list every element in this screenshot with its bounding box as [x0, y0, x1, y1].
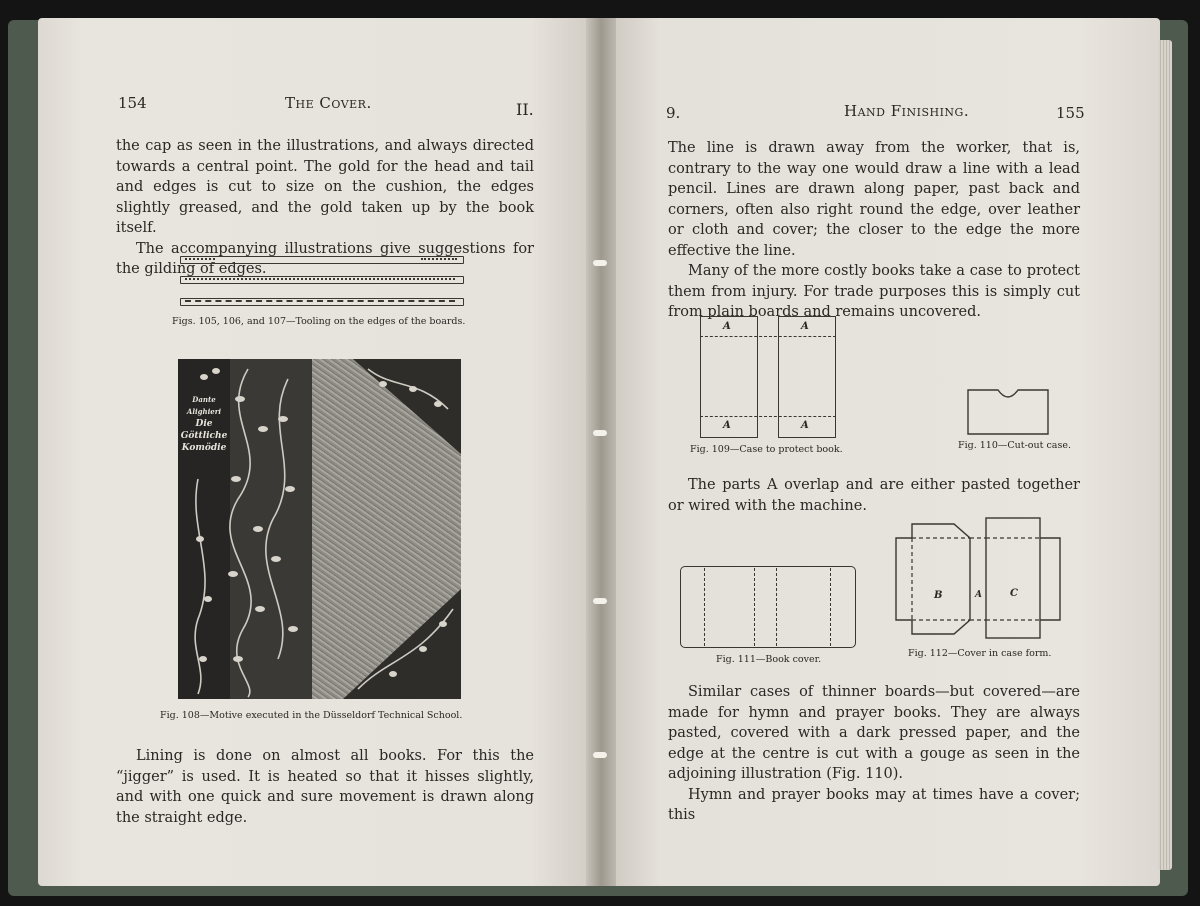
left-paragraph-1: the cap as seen in the illustrations, and always directed towards a central point. The gold for the head and tail and edges is cut to size on the cushion, the edges slightly greased, and the gold taken up by the book itself. [116, 138, 534, 236]
tooling-bead [185, 258, 215, 263]
left-paragraph-3: Lining is done on almost all books. For this the “jigger” is used. It is heated so that it hisses slightly, and with one quick and sure movement is drawn along the straight edge. [116, 748, 534, 826]
tooling-bead [185, 300, 455, 305]
caption-fig112: Fig. 112—Cover in case form. [908, 648, 1052, 659]
fig112-label-a: A [975, 590, 982, 600]
fig112-case-form-diagram [894, 516, 1064, 641]
fig112-label-c: C [1010, 588, 1018, 599]
caption-tooling: Figs. 105, 106, and 107—Tooling on the edges of the boards. [172, 316, 466, 327]
fig111-fold-line [776, 568, 777, 646]
right-paragraph-3: The parts A overlap and are either pasted together or wired with the machine. [668, 477, 1080, 514]
left-page [38, 18, 598, 886]
right-paragraph-1: The line is drawn away from the worker, that is, contrary to the way one would draw a line with a lead pencil. Lines are drawn along paper, past back and corners, often also right round the edge, over leather or cloth and cover; the closer to the edge the more effective the line. [668, 140, 1080, 259]
spine-label-line: Die [195, 419, 213, 429]
right-paragraph-2: Many of the more costly books take a case to protect them from injury. For trade purposes this is simply cut from plain boards and remains uncovered. [668, 263, 1080, 320]
caption-fig109: Fig. 109—Case to protect book. [690, 444, 843, 455]
binding-stitch [593, 598, 607, 604]
tooling-bead [421, 258, 457, 263]
caption-plate: Fig. 108—Motive executed in the Düsseldorf Technical School. [160, 710, 463, 721]
running-title-left: The Cover. [285, 94, 372, 112]
fig109-label-a: A [723, 321, 731, 332]
fig112-label-b: B [934, 590, 943, 601]
binding-stitch [593, 752, 607, 758]
fig109-fold-line-bottom [700, 416, 836, 417]
binding-plate-image [178, 359, 461, 699]
tooling-rule-105 [180, 256, 464, 264]
fig111-fold-line [830, 568, 831, 646]
fig110-cutout-case [966, 388, 1050, 436]
tooling-rule-106 [180, 276, 464, 284]
page-number-right: 155 [1056, 104, 1085, 122]
chapter-number-right: 9. [666, 104, 681, 122]
fig111-fold-line [754, 568, 755, 646]
fig109-label-a: A [801, 321, 809, 332]
fig109-label-a: A [723, 420, 731, 431]
caption-fig110: Fig. 110—Cut-out case. [958, 440, 1071, 451]
spine-label-line: Göttliche [180, 431, 228, 441]
left-paragraph-2: The accompanying illustrations give suggestions for the gilding of edges. [116, 240, 534, 277]
binding-stitch [593, 260, 607, 266]
right-text-block-lower [668, 682, 1080, 826]
right-paragraph-5: Hymn and prayer books may at times have a cover; this [668, 786, 1080, 823]
floral-vine-ornament [178, 359, 461, 699]
binding-stitch [593, 430, 607, 436]
page-block-edge [1158, 40, 1172, 870]
chapter-number-left: II. [516, 100, 534, 119]
tooling-rule-107 [180, 298, 464, 306]
fig109-label-a: A [801, 420, 809, 431]
fig109-fold-line-top [700, 336, 836, 337]
tooling-bead [185, 278, 455, 283]
right-text-block [668, 138, 1080, 323]
fig111-fold-line [704, 568, 705, 646]
right-paragraph-4: Similar cases of thinner boards—but covered—are made for hymn and prayer books. They are always pasted, covered with a dark pressed paper, and the edge at the centre is cut with a gouge as seen in the adjoining illustration (Fig. 110). [668, 684, 1080, 782]
running-title-right: Hand Finishing. [844, 102, 970, 120]
caption-fig111: Fig. 111—Book cover. [716, 654, 822, 665]
spine-label-line: Komödie [181, 443, 227, 453]
spine-label-line: Dante Alighieri [186, 395, 222, 416]
page-number-left: 154 [118, 94, 147, 112]
right-page [604, 18, 1160, 886]
